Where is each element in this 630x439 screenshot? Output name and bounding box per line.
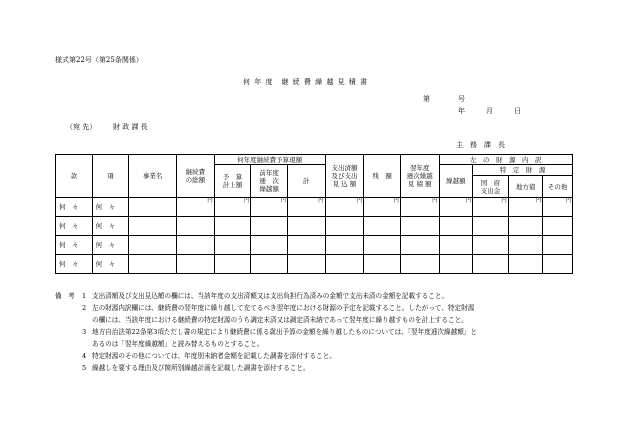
header-kei: 計 (287, 165, 325, 198)
row-jigyo-cell[interactable] (129, 198, 177, 217)
unit-yosan: 円 (214, 198, 251, 217)
estimate-table (55, 154, 573, 274)
document-title: 何 年 度 継 続 費 繰 越 見 積 書 (243, 78, 369, 86)
note-number: 3 (82, 328, 87, 336)
notes (55, 290, 575, 374)
header-kou: 項 (92, 155, 129, 198)
unit-shishutsu: 円 (325, 198, 364, 217)
header-kokufu: 国 府 支出金 (473, 176, 509, 198)
header-yosan: 予 算 計上額 (214, 165, 251, 198)
addressee: 財 政 課 長 (113, 123, 148, 131)
header-zangaku: 残 額 (364, 155, 401, 198)
notes-label: 備 考 (55, 292, 75, 300)
note-number: 1 (82, 292, 87, 300)
note-text: 地方自治法第22条第3項ただし書の規定により継続費に係る歳出予算の金額を繰り越したものについては、「翌年度逓次繰越額」と (92, 328, 477, 336)
unit-sonota: 円 (543, 198, 573, 217)
note-text: 繰越しを要する理由及び箇所別繰越計画を記載した調書を添付すること。 (92, 364, 310, 372)
header-tokutei-group: 特 定 財 源 (473, 165, 573, 176)
header-shishutsu: 支出済額 及び支出 見 込 額 (325, 155, 364, 198)
header-jigyo: 事業名 (129, 155, 177, 198)
unit-total: 円 (177, 198, 215, 217)
table-row (56, 255, 573, 274)
form-number: 様式第22号（第25条関係） (55, 56, 143, 64)
header-sonota: その他 (543, 176, 573, 198)
header-total: 継続費 の総額 (177, 155, 215, 198)
table-row (56, 198, 573, 217)
unit-kei: 円 (287, 198, 325, 217)
note-text: の欄には、当該年度における継続費の特定財源のうち調定未済又は調定済未納であって翌年度に繰り越すものを計上すること。 (92, 316, 468, 324)
row-kou: 何 々 (92, 236, 129, 255)
unit-chihosai: 円 (508, 198, 543, 217)
note-number: 5 (82, 364, 87, 372)
row-kan: 何 々 (56, 236, 93, 255)
header-prev: 前年度 逓 次 繰越額 (251, 165, 288, 198)
note-number: 4 (82, 352, 87, 360)
unit-zangaku: 円 (364, 198, 401, 217)
row-kou: 何 々 (92, 255, 129, 274)
note-number: 2 (82, 304, 87, 312)
row-kou: 何 々 (92, 198, 129, 217)
header-budget-group: 何年度継続費予算現額 (214, 155, 325, 165)
table-row (56, 217, 573, 236)
addressee-label: （宛 先） (66, 123, 97, 131)
header-zaigen-group: 左 の 財 源 内 訳 (439, 155, 572, 165)
document-number: 第 号 (423, 95, 465, 103)
row-kou: 何 々 (92, 217, 129, 236)
unit-prev: 円 (251, 198, 288, 217)
unit-kokufu: 円 (473, 198, 509, 217)
sender: 主 務 課 長 (456, 141, 505, 149)
note-text: 特定財源のその他については、年度別未納者金額を記載した調書を添付すること。 (92, 352, 336, 360)
table-row (56, 236, 573, 255)
header-chihosai: 地方債 (508, 176, 543, 198)
row-kan: 何 々 (56, 198, 93, 217)
note-text: 支出済額及び支出見込額の欄には、当該年度の支出済額又は支出負担行為済みの金額で支出未済の金額を記載すること。 (92, 292, 449, 300)
unit-kurikoshi: 円 (439, 198, 473, 217)
row-kan: 何 々 (56, 217, 93, 236)
row-kan: 何 々 (56, 255, 93, 274)
note-text: あるのは「翌年度繰越額」と読み替えるものとすること。 (92, 340, 264, 348)
header-kurikoshi: 繰越額 (439, 165, 473, 198)
unit-yokunen: 円 (400, 198, 439, 217)
header-kan: 款 (56, 155, 93, 198)
header-yokunen: 翌年度 逓次繰越 見 積 額 (400, 155, 439, 198)
note-text: 左の財源内訳欄には、継続費の翌年度に繰り越して充てるべき翌年度における財源の予定を記載すること。したがって、特定財源 (92, 304, 475, 312)
document-date: 年 月 日 (458, 107, 521, 115)
